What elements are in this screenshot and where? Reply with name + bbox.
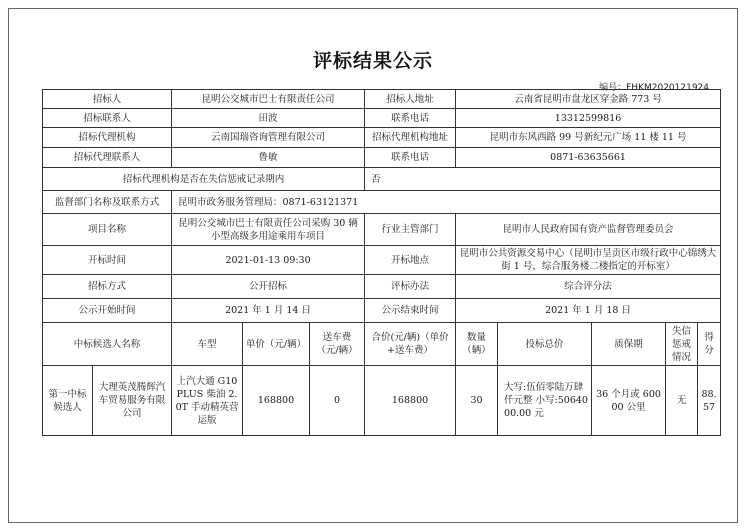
agency-addr-label: 招标代理机构地址 (365, 128, 456, 148)
project-label: 项目名称 (43, 214, 172, 246)
candidate-total-unit: 168800 (365, 366, 456, 436)
contact-value: 田波 (172, 109, 365, 128)
candidate-bid-total: 大写:伍佰零陆万肆仟元整 小写:5064000.00 元 (498, 366, 592, 436)
pub-end-label: 公示结束时间 (365, 299, 456, 323)
col-header-dishonest: 失信惩戒情况 (666, 323, 698, 366)
agency-value: 云南国瑞咨询管理有限公司 (172, 128, 365, 148)
pub-end-value: 2021 年 1 月 18 日 (456, 299, 721, 323)
table-row (43, 246, 721, 275)
supervisor-value: 昆明市政务服务管理局：0871-63121371 (172, 191, 721, 214)
tenderer-addr-label: 招标人地址 (365, 90, 456, 109)
col-header-model: 车型 (172, 323, 243, 366)
open-place-label: 开标地点 (365, 246, 456, 275)
tenderer-label: 招标人 (43, 90, 172, 109)
agency-label: 招标代理机构 (43, 128, 172, 148)
industry-value: 昆明市人民政府国有资产监督管理委员会 (456, 214, 721, 246)
candidate-score: 88.57 (698, 366, 721, 436)
table-row (43, 90, 721, 109)
open-time-value: 2021-01-13 09:30 (172, 246, 365, 275)
col-header-score: 得分 (698, 323, 721, 366)
candidate-unit-price: 168800 (243, 366, 310, 436)
col-header-delivery-fee: 送车费（元/辆） (310, 323, 365, 366)
table-row (43, 191, 721, 214)
eval-label: 评标办法 (365, 275, 456, 299)
project-value: 昆明公交城市巴士有限责任公司采购 30 辆小型高级多用途乘用车项目 (172, 214, 365, 246)
col-header-total-unit: 合价(元/辆)（单价+送车费） (365, 323, 456, 366)
col-header-name: 中标候选人名称 (43, 323, 172, 366)
document-code: 编号：FHKM2020121924 (599, 83, 709, 93)
dishonest-record-label: 招标代理机构是否在失信惩戒记录期内 (43, 168, 365, 191)
table-row (43, 366, 721, 436)
table-row (43, 214, 721, 246)
candidate-warranty: 36 个月或 60000 公里 (592, 366, 666, 436)
eval-value: 综合评分法 (456, 275, 721, 299)
candidate-dishonest: 无 (666, 366, 698, 436)
table-row (43, 128, 721, 148)
candidate-delivery-fee: 0 (310, 366, 365, 436)
agency-phone-value: 0871-63635661 (456, 148, 721, 168)
contact-label: 招标联系人 (43, 109, 172, 128)
document-title: 评标结果公示 (312, 50, 433, 72)
col-header-warranty: 质保期 (592, 323, 666, 366)
candidate-quantity: 30 (456, 366, 498, 436)
candidate-model: 上汽大通 G10 PLUS 柴油 2.0T 手动精英营运版 (172, 366, 243, 436)
table-row (43, 148, 721, 168)
candidate-name: 大理英茂腾辉汽车贸易服务有限公司 (93, 366, 172, 436)
open-place-value: 昆明市公共资源交易中心（昆明市呈贡区市级行政中心锦绣大街 1 号，综合服务楼二楼指定的开标室） (456, 246, 721, 275)
tenderer-value: 昆明公交城市巴士有限责任公司 (172, 90, 365, 109)
table-row (43, 299, 721, 323)
pub-start-value: 2021 年 1 月 14 日 (172, 299, 365, 323)
phone-label: 联系电话 (365, 109, 456, 128)
method-value: 公开招标 (172, 275, 365, 299)
industry-label: 行业主管部门 (365, 214, 456, 246)
table-row (43, 275, 721, 299)
pub-start-label: 公示开始时间 (43, 299, 172, 323)
table-row (43, 109, 721, 128)
phone-value: 13312599816 (456, 109, 721, 128)
agency-addr-value: 昆明市东风西路 99 号新纪元广场 11 楼 11 号 (456, 128, 721, 148)
col-header-quantity: 数量（辆） (456, 323, 498, 366)
agency-contact-label: 招标代理联系人 (43, 148, 172, 168)
col-header-bid-total: 投标总价 (498, 323, 592, 366)
table-row (43, 168, 721, 191)
method-label: 招标方式 (43, 275, 172, 299)
agency-contact-value: 鲁敏 (172, 148, 365, 168)
col-header-unit-price: 单价（元/辆） (243, 323, 310, 366)
candidate-rank: 第一中标候选人 (43, 366, 93, 436)
dishonest-record-value: 否 (365, 168, 721, 191)
agency-phone-label: 联系电话 (365, 148, 456, 168)
supervisor-label: 监督部门名称及联系方式 (43, 191, 172, 214)
tenderer-addr-value: 云南省昆明市盘龙区穿金路 773 号 (456, 90, 721, 109)
table-header-row (43, 323, 721, 366)
open-time-label: 开标时间 (43, 246, 172, 275)
result-table (42, 89, 721, 436)
